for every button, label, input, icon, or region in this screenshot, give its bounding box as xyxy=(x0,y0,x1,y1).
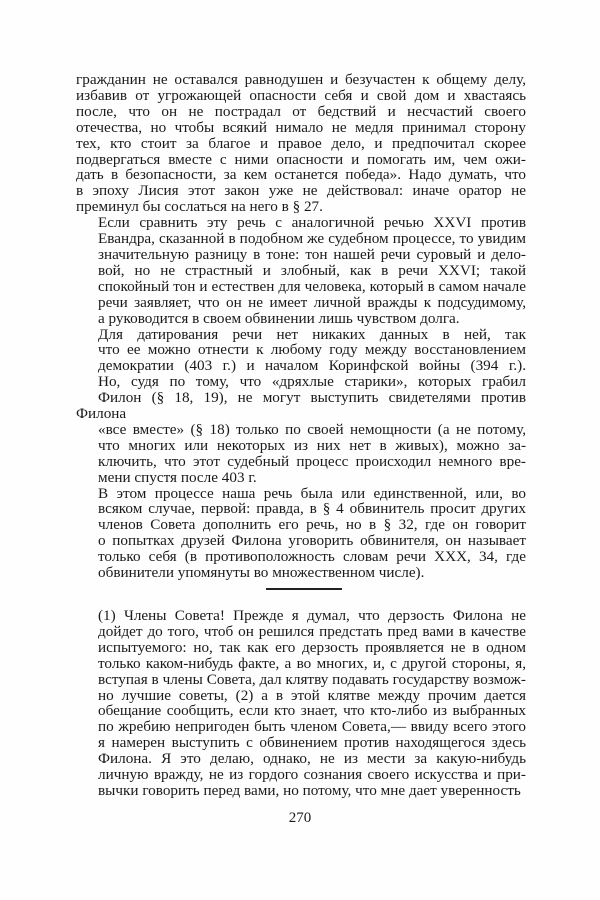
text-line: в эпоху Лисия этот закон уже не действовал: иначе оратор не xyxy=(76,182,526,200)
text-line: «все вместе» (§ 18) только по своей немощности (а не потому, xyxy=(98,420,526,438)
text-line: всяком случае, первой: правда, в § 4 обвинитель просит других xyxy=(98,500,526,518)
text-line: я намерен выступить с обвинением против находящегося здесь xyxy=(98,734,526,752)
text-line: отечества, но чтобы всякий нимало не медля принимал сторону xyxy=(76,118,526,136)
paragraph xyxy=(76,215,526,326)
text-line: членов Совета дополнить его речь, но в § 32, где он говорит xyxy=(98,516,526,534)
text-line: ключить, что этот судебный процесс происходил немного вре- xyxy=(98,452,526,470)
text-line: Евандра, сказанной в подобном же судебном процессе, то увидим xyxy=(98,230,526,248)
text-line: тех, кто стоит за благое и правое дело, и предпочитал скорее xyxy=(76,134,526,152)
text-line: Но, судя по тому, что «дряхлые старики», которых грабил xyxy=(98,373,526,391)
commentary-text xyxy=(76,72,526,581)
section-divider xyxy=(266,588,342,590)
text-line: Для датирования речи нет никаких данных в ней, так xyxy=(98,325,526,343)
paragraph xyxy=(76,72,526,215)
text-line: вступая в члены Совета, дал клятву подавать государству возмож- xyxy=(98,670,526,688)
text-line: но лучшие советы, (2) а в этой клятве между прочим дается xyxy=(98,686,526,704)
text-line: дойдет до того, чтоб он решился предстать пред вами в качестве xyxy=(98,622,526,640)
text-line: В этом процессе наша речь была или единственной, или, во xyxy=(98,484,526,502)
text-line: обвинители упомянуты во множественном числе). xyxy=(98,564,425,582)
text-line: Филона. Я это делаю, однако, не из мести за какую-нибудь xyxy=(98,750,526,768)
text-line: обещание сообщить, если кто знает, что кто-либо из выбранных xyxy=(98,702,526,720)
text-line: а руководится в своем обвинении лишь чувством долга. xyxy=(98,309,460,327)
text-line: личную вражду, не из гордого сознания своего искусства и при- xyxy=(98,766,526,784)
text-line: по жребию непригоден быть членом Совета,— ввиду всего этого xyxy=(98,718,526,736)
text-line: Если сравнить эту речь с аналогичной речью XXVI против xyxy=(98,214,526,232)
text-line: демократии (403 г.) и началом Коринфской войны (394 г.). xyxy=(98,357,526,375)
text-line: Филон (§ 18, 19), не могут выступить свидетелями против Филона xyxy=(76,389,526,423)
text-line: вычки говорить перед вами, но потому, что мне дает уверенность xyxy=(98,781,521,799)
speech-text xyxy=(76,608,526,799)
text-line: что ее можно отнести к любому году между восстановлением xyxy=(98,341,526,359)
text-line: испытуемого: но, так как его дерзость проявляется не в одном xyxy=(98,638,526,656)
text-line: только себя (в противоположность словам речи XXX, 34, где xyxy=(98,548,526,566)
page-number: 270 xyxy=(288,810,312,826)
text-line: только каком-нибудь факте, а во многих, и, с другой стороны, я, xyxy=(98,654,526,672)
text-line: значительную разницу в тоне: тон нашей речи суровый и дело- xyxy=(98,245,526,263)
text-line: (1) Члены Совета! Прежде я думал, что дерзость Филона не xyxy=(98,607,526,624)
text-line: что многих или некоторых из них нет в живых), можно за- xyxy=(98,436,526,454)
text-line: вой, но не страстный и злобный, как в речи XXVI; такой xyxy=(98,261,526,279)
text-line: мени спустя после 403 г. xyxy=(98,468,257,486)
text-line: избавив от угрожающей опасности себя и свой дом и хвастаясь xyxy=(76,86,526,104)
text-line: дать в безопасности, за кем останется победа». Надо думать, что xyxy=(76,166,526,184)
paragraph xyxy=(76,486,526,581)
text-line: гражданин не оставался равнодушен и безучастен к общему делу, xyxy=(76,71,526,88)
paragraph xyxy=(76,608,526,799)
text-line: спокойный тон и естествен для человека, который в самом начале xyxy=(98,277,526,295)
text-line: преминул бы сослаться на него в § 27. xyxy=(76,198,323,216)
text-line: о попытках друзей Филона уговорить обвинителя, он называет xyxy=(98,532,526,550)
paragraph xyxy=(76,327,526,486)
text-line: после, что он не пострадал от бедствий и несчастий своего xyxy=(76,102,526,120)
text-line: речи заявляет, что он не имеет личной вражды к подсудимому, xyxy=(98,293,526,311)
text-line: подвергаться вместе с ними опасности и помогать им, чем ожи- xyxy=(76,150,526,168)
